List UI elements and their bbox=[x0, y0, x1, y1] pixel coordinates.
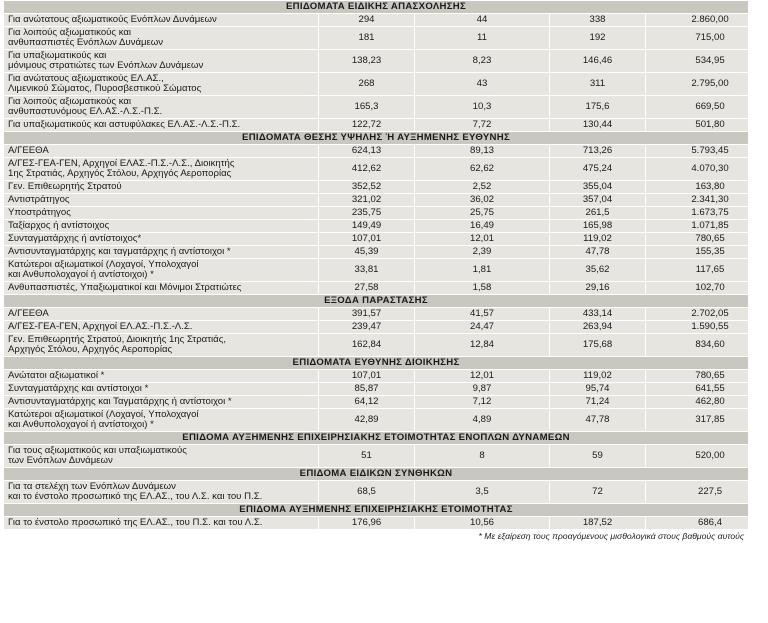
section-header bbox=[4, 468, 749, 481]
value-cell: 1.071,85 bbox=[646, 220, 749, 233]
row-label bbox=[4, 481, 319, 504]
row-label-line: Για λοιπούς αξιωματικούς και bbox=[8, 95, 132, 107]
row-label bbox=[4, 517, 319, 530]
table-row bbox=[4, 220, 749, 233]
value-cell: 352,52 bbox=[319, 181, 415, 194]
value-cell: 669,50 bbox=[646, 96, 749, 119]
value-cell: 72 bbox=[550, 481, 646, 504]
table-row bbox=[4, 73, 749, 96]
table-row bbox=[4, 207, 749, 220]
value-cell: 165,98 bbox=[550, 220, 646, 233]
value-cell: 235,75 bbox=[319, 207, 415, 220]
row-label bbox=[4, 96, 319, 119]
row-label-line: Για υπαξιωματικούς και bbox=[8, 49, 107, 61]
row-label bbox=[4, 321, 319, 334]
value-cell: 227,5 bbox=[646, 481, 749, 504]
row-label bbox=[4, 158, 319, 181]
table-row bbox=[4, 194, 749, 207]
row-label bbox=[4, 181, 319, 194]
value-cell: 45,39 bbox=[319, 246, 415, 259]
table-row bbox=[4, 308, 749, 321]
value-cell: 71,24 bbox=[550, 396, 646, 409]
row-label bbox=[4, 50, 319, 73]
row-label-line: Ανώτατοι αξιωματικοί * bbox=[8, 369, 105, 381]
table-row bbox=[4, 145, 749, 158]
value-cell: 311 bbox=[550, 73, 646, 96]
row-label-line: Γεν. Επιθεωρητής Στρατού bbox=[8, 180, 122, 192]
table-row bbox=[4, 96, 749, 119]
row-label-line: Λιμενικού Σώματος, Πυροσβεστικού Σώματος bbox=[8, 83, 202, 94]
row-label-line: ανθυπαστυνόμους ΕΛ.ΑΣ.-Λ.Σ.-Π.Σ. bbox=[8, 106, 163, 117]
value-cell: 9,87 bbox=[415, 383, 550, 396]
table-row bbox=[4, 481, 749, 504]
value-cell: 24,47 bbox=[415, 321, 550, 334]
row-label-line: 1ης Στρατιάς, Αρχηγός Στόλου, Αρχηγός Αεροπορίας bbox=[8, 168, 232, 179]
row-label-line: Α/ΓΕΕΘΑ bbox=[8, 144, 49, 156]
value-cell: 780,65 bbox=[646, 233, 749, 246]
value-cell: 85,87 bbox=[319, 383, 415, 396]
table-row bbox=[4, 370, 749, 383]
row-label-line: Αντισυνταγματάρχης και ταγματάρχης ή αντίστοιχοι * bbox=[8, 245, 231, 257]
value-cell: 1,81 bbox=[415, 259, 550, 282]
row-label bbox=[4, 308, 319, 321]
value-cell: 7,12 bbox=[415, 396, 550, 409]
value-cell: 59 bbox=[550, 445, 646, 468]
value-cell: 35,62 bbox=[550, 259, 646, 282]
row-label-line: Αρχηγός Στόλου, Αρχηγός Αεροπορίας bbox=[8, 344, 173, 355]
row-label bbox=[4, 14, 319, 27]
row-label-line: Για τους αξιωματικούς και υπαξιωματικούς bbox=[8, 444, 187, 456]
value-cell: 10,3 bbox=[415, 96, 550, 119]
value-cell: 239,47 bbox=[319, 321, 415, 334]
table-row bbox=[4, 334, 749, 357]
section-header bbox=[4, 1, 749, 14]
value-cell: 321,02 bbox=[319, 194, 415, 207]
value-cell: 163,80 bbox=[646, 181, 749, 194]
value-cell: 624,13 bbox=[319, 145, 415, 158]
section-title: ΕΞΟΔΑ ΠΑΡΑΣΤΑΣΗΣ bbox=[4, 295, 749, 308]
row-label-line: Ανθυπασπιστές, Υπαξιωματικοί και Μόνιμοι Στρατιώτες bbox=[8, 281, 242, 293]
value-cell: 2,52 bbox=[415, 181, 550, 194]
section-header bbox=[4, 504, 749, 517]
value-cell: 122,72 bbox=[319, 119, 415, 132]
row-label bbox=[4, 220, 319, 233]
value-cell: 119,02 bbox=[550, 233, 646, 246]
value-cell: 686,4 bbox=[646, 517, 749, 530]
value-cell: 27,58 bbox=[319, 282, 415, 295]
row-label-line: ανθυπασπιστές Ενόπλων Δυνάμεων bbox=[8, 37, 164, 48]
table-row bbox=[4, 50, 749, 73]
value-cell: 355,04 bbox=[550, 181, 646, 194]
value-cell: 261,5 bbox=[550, 207, 646, 220]
value-cell: 162,84 bbox=[319, 334, 415, 357]
row-label-line: Για ανώτατους αξιωματικούς Ενόπλων Δυνάμεων bbox=[8, 13, 217, 25]
value-cell: 16,49 bbox=[415, 220, 550, 233]
value-cell: 2.795,00 bbox=[646, 73, 749, 96]
value-cell: 475,24 bbox=[550, 158, 646, 181]
value-cell: 102,70 bbox=[646, 282, 749, 295]
value-cell: 119,02 bbox=[550, 370, 646, 383]
value-cell: 176,96 bbox=[319, 517, 415, 530]
table-row bbox=[4, 119, 749, 132]
row-label-line: των Ενόπλων Δυνάμεων bbox=[8, 455, 113, 466]
value-cell: 433,14 bbox=[550, 308, 646, 321]
value-cell: 51 bbox=[319, 445, 415, 468]
section-title: ΕΠΙΔΟΜΑΤΑ ΘΕΣΗΣ ΥΨΗΛΗΣ Ή ΑΥΞΗΜΕΝΗΣ ΕΥΘΥΝΗΣ bbox=[4, 132, 749, 145]
row-label bbox=[4, 445, 319, 468]
row-label-line: Α/ΓΕΕΘΑ bbox=[8, 307, 49, 319]
value-cell: 62,62 bbox=[415, 158, 550, 181]
section-header bbox=[4, 357, 749, 370]
row-label-line: Κατώτεροι αξιωματικοί (Λοχαγοί, Υπολοχαγοί bbox=[8, 258, 199, 270]
value-cell: 4,89 bbox=[415, 409, 550, 432]
row-label bbox=[4, 194, 319, 207]
value-cell: 462,80 bbox=[646, 396, 749, 409]
value-cell: 107,01 bbox=[319, 370, 415, 383]
value-cell: 1,58 bbox=[415, 282, 550, 295]
value-cell: 43 bbox=[415, 73, 550, 96]
value-cell: 834,60 bbox=[646, 334, 749, 357]
table-row bbox=[4, 27, 749, 50]
value-cell: 11 bbox=[415, 27, 550, 50]
row-label-line: Για το ένστολο προσωπικό της ΕΛ.ΑΣ., του Π.Σ. και του Λ.Σ. bbox=[8, 516, 263, 528]
row-label-line: Α/ΓΕΣ-ΓΕΑ-ΓΕΝ, Αρχηγοί ΕΛΑΣ.-Π.Σ.-Λ.Σ., Διοικητής bbox=[8, 157, 235, 169]
value-cell: 12,01 bbox=[415, 370, 550, 383]
value-cell: 1.590,55 bbox=[646, 321, 749, 334]
value-cell: 7,72 bbox=[415, 119, 550, 132]
benefits-table bbox=[3, 0, 749, 543]
value-cell: 715,00 bbox=[646, 27, 749, 50]
table-row bbox=[4, 246, 749, 259]
section-header bbox=[4, 432, 749, 445]
value-cell: 268 bbox=[319, 73, 415, 96]
value-cell: 263,94 bbox=[550, 321, 646, 334]
section-header bbox=[4, 295, 749, 308]
row-label-line: Συνταγματάρχης ή αντίστοιχος* bbox=[8, 232, 142, 244]
value-cell: 391,57 bbox=[319, 308, 415, 321]
value-cell: 780,65 bbox=[646, 370, 749, 383]
row-label bbox=[4, 207, 319, 220]
value-cell: 25,75 bbox=[415, 207, 550, 220]
value-cell: 317,85 bbox=[646, 409, 749, 432]
value-cell: 294 bbox=[319, 14, 415, 27]
section-title: ΕΠΙΔΟΜΑ ΑΥΞΗΜΕΝΗΣ ΕΠΙΧΕΙΡΗΣΙΑΚΗΣ ΕΤΟΙΜΟΤΗΤΑΣ ΕΝΟΠΛΩΝ ΔΥΝΑΜΕΩΝ bbox=[4, 432, 749, 445]
footnote: * Με εξαίρεση τους προαγόμενους μισθολογικά στους βαθμούς αυτούς bbox=[4, 530, 749, 543]
table-row bbox=[4, 383, 749, 396]
row-label-line: και το ένστολο προσωπικό της ΕΛ.ΑΣ., του Λ.Σ. και του Π.Σ. bbox=[8, 491, 263, 502]
table-row bbox=[4, 445, 749, 468]
value-cell: 534,95 bbox=[646, 50, 749, 73]
row-label bbox=[4, 334, 319, 357]
value-cell: 149,49 bbox=[319, 220, 415, 233]
row-label-line: Για υπαξιωματικούς και αστυφύλακες ΕΛ.ΑΣ.-Λ.Σ.-Π.Σ. bbox=[8, 118, 241, 130]
value-cell: 2.341,30 bbox=[646, 194, 749, 207]
table-row bbox=[4, 282, 749, 295]
value-cell: 42,89 bbox=[319, 409, 415, 432]
value-cell: 107,01 bbox=[319, 233, 415, 246]
table-row bbox=[4, 517, 749, 530]
value-cell: 8,23 bbox=[415, 50, 550, 73]
value-cell: 175,68 bbox=[550, 334, 646, 357]
value-cell: 12,84 bbox=[415, 334, 550, 357]
value-cell: 36,02 bbox=[415, 194, 550, 207]
value-cell: 44 bbox=[415, 14, 550, 27]
value-cell: 33,81 bbox=[319, 259, 415, 282]
value-cell: 338 bbox=[550, 14, 646, 27]
value-cell: 3,5 bbox=[415, 481, 550, 504]
row-label-line: Υποστράτηγος bbox=[8, 206, 71, 218]
footnote-row bbox=[4, 530, 749, 543]
value-cell: 89,13 bbox=[415, 145, 550, 158]
value-cell: 181 bbox=[319, 27, 415, 50]
value-cell: 2.860,00 bbox=[646, 14, 749, 27]
table-row bbox=[4, 321, 749, 334]
value-cell: 146,46 bbox=[550, 50, 646, 73]
row-label bbox=[4, 27, 319, 50]
value-cell: 117,65 bbox=[646, 259, 749, 282]
value-cell: 641,55 bbox=[646, 383, 749, 396]
row-label bbox=[4, 259, 319, 282]
row-label bbox=[4, 370, 319, 383]
value-cell: 12,01 bbox=[415, 233, 550, 246]
table-row bbox=[4, 409, 749, 432]
row-label-line: Α/ΓΕΣ-ΓΕΑ-ΓΕΝ, Αρχηγοί ΕΛ.ΑΣ.-Π.Σ.-Λ.Σ. bbox=[8, 320, 193, 332]
row-label bbox=[4, 145, 319, 158]
row-label bbox=[4, 246, 319, 259]
row-label bbox=[4, 383, 319, 396]
section-header bbox=[4, 132, 749, 145]
row-label bbox=[4, 409, 319, 432]
row-label-line: Κατώτεροι αξιωματικοί (Λοχαγοί, Υπολοχαγοί bbox=[8, 408, 199, 420]
row-label-line: μόνιμους στρατιώτες των Ενόπλων Δυνάμεων bbox=[8, 60, 204, 71]
value-cell: 68,5 bbox=[319, 481, 415, 504]
value-cell: 412,62 bbox=[319, 158, 415, 181]
table-row bbox=[4, 259, 749, 282]
value-cell: 2.702,05 bbox=[646, 308, 749, 321]
row-label bbox=[4, 233, 319, 246]
value-cell: 138,23 bbox=[319, 50, 415, 73]
table-row bbox=[4, 158, 749, 181]
row-label bbox=[4, 282, 319, 295]
value-cell: 29,16 bbox=[550, 282, 646, 295]
row-label-line: και Ανθυπολοχαγοί ή αντίστοιχοι) * bbox=[8, 269, 154, 280]
section-title: ΕΠΙΔΟΜΑΤΑ ΕΙΔΙΚΗΣ ΑΠΑΣΧΟΛΗΣΗΣ bbox=[4, 1, 749, 14]
value-cell: 4.070,30 bbox=[646, 158, 749, 181]
section-title: ΕΠΙΔΟΜΑ ΑΥΞΗΜΕΝΗΣ ΕΠΙΧΕΙΡΗΣΙΑΚΗΣ ΕΤΟΙΜΟΤΗΤΑΣ bbox=[4, 504, 749, 517]
row-label-line: Γεν. Επιθεωρητής Στρατού, Διοικητής 1ης Στρατιάς, bbox=[8, 333, 226, 345]
row-label-line: Για ανώτατους αξιωματικούς ΕΛ.ΑΣ., bbox=[8, 72, 164, 84]
value-cell: 2,39 bbox=[415, 246, 550, 259]
value-cell: 1.673,75 bbox=[646, 207, 749, 220]
section-title: ΕΠΙΔΟΜΑΤΑ ΕΥΘΥΝΗΣ ΔΙΟΙΚΗΣΗΣ bbox=[4, 357, 749, 370]
benefits-table-body bbox=[4, 1, 749, 543]
value-cell: 165,3 bbox=[319, 96, 415, 119]
value-cell: 10,56 bbox=[415, 517, 550, 530]
row-label-line: Συνταγματάρχης και αντίστοιχοι * bbox=[8, 382, 149, 394]
value-cell: 8 bbox=[415, 445, 550, 468]
value-cell: 357,04 bbox=[550, 194, 646, 207]
value-cell: 5.793,45 bbox=[646, 145, 749, 158]
row-label bbox=[4, 119, 319, 132]
row-label-line: Ταξίαρχος ή αντίστοιχος bbox=[8, 219, 110, 231]
value-cell: 47,78 bbox=[550, 409, 646, 432]
section-title: ΕΠΙΔΟΜΑ ΕΙΔΙΚΩΝ ΣΥΝΘΗΚΩΝ bbox=[4, 468, 749, 481]
value-cell: 41,57 bbox=[415, 308, 550, 321]
value-cell: 47,78 bbox=[550, 246, 646, 259]
row-label-line: και Ανθυπολοχαγοί ή αντίστοιχοι) * bbox=[8, 419, 154, 430]
value-cell: 187,52 bbox=[550, 517, 646, 530]
value-cell: 64,12 bbox=[319, 396, 415, 409]
table-row bbox=[4, 14, 749, 27]
table-row bbox=[4, 233, 749, 246]
row-label-line: Για λοιπούς αξιωματικούς και bbox=[8, 26, 132, 38]
row-label-line: Για τα στελέχη των Ενόπλων Δυνάμεων bbox=[8, 480, 176, 492]
value-cell: 130,44 bbox=[550, 119, 646, 132]
value-cell: 520,00 bbox=[646, 445, 749, 468]
row-label bbox=[4, 73, 319, 96]
row-label-line: Αντισυνταγματάρχης και Ταγματάρχης ή αντίστοιχοι * bbox=[8, 395, 232, 407]
row-label-line: Αντιστράτηγος bbox=[8, 193, 70, 205]
value-cell: 713,26 bbox=[550, 145, 646, 158]
row-label bbox=[4, 396, 319, 409]
table-row bbox=[4, 396, 749, 409]
value-cell: 501,80 bbox=[646, 119, 749, 132]
value-cell: 95,74 bbox=[550, 383, 646, 396]
table-row bbox=[4, 181, 749, 194]
value-cell: 175,6 bbox=[550, 96, 646, 119]
value-cell: 155,35 bbox=[646, 246, 749, 259]
value-cell: 192 bbox=[550, 27, 646, 50]
